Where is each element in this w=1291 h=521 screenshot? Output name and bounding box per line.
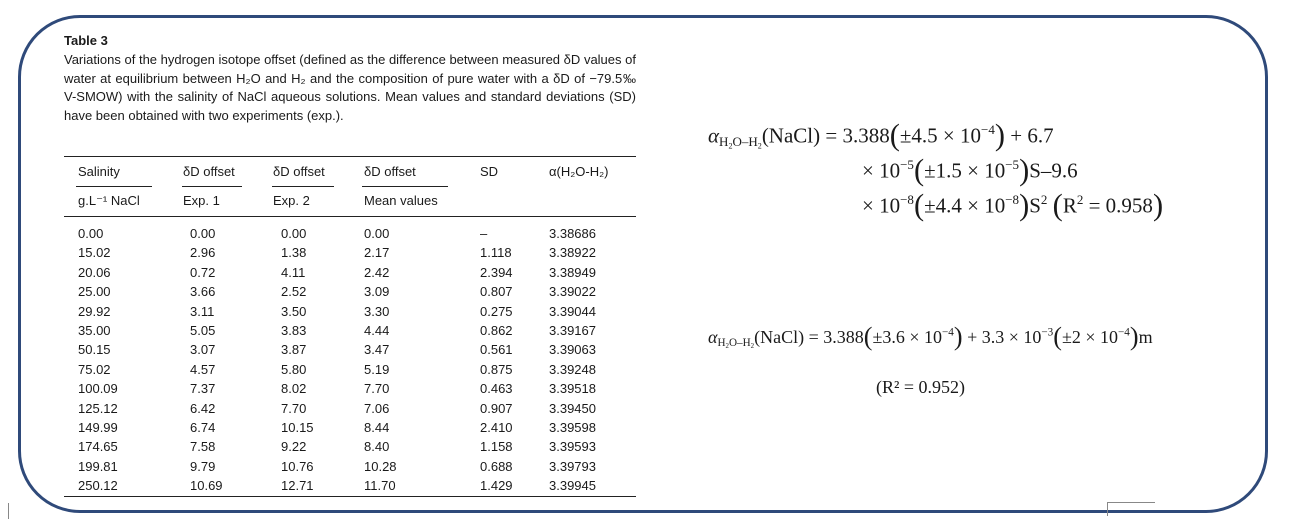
table-rule-top: [64, 156, 636, 157]
table-row: [0, 418, 640, 437]
table-cell: 10.28: [364, 458, 397, 474]
equation-1-line-1: $\alpha_{H_2O-H_2}(NaCl) = 3.388(\pm 4.5 \times 10^{-4}) + 6.7$: [708, 118, 1054, 152]
table-cell: 3.39793: [549, 458, 596, 474]
table-cell: 1.429: [480, 478, 513, 494]
table-cell: 10.15: [281, 419, 314, 435]
table-cell: 0.561: [480, 342, 513, 358]
table-cell: 7.37: [190, 381, 216, 397]
table-cell: 0.275: [480, 303, 513, 319]
table-cell: 3.11: [190, 303, 215, 319]
table-cell: 3.30: [364, 303, 390, 319]
table-cell: 25.00: [78, 284, 111, 300]
table-title: Table 3: [64, 33, 108, 48]
header-offset-exp1: δD offset: [183, 164, 235, 179]
table-cell: 1.118: [480, 245, 512, 261]
table-row: [0, 379, 640, 398]
table-cell: 1.38: [281, 245, 307, 261]
table-row: [0, 399, 640, 418]
table-cell: –: [480, 226, 488, 241]
table-cell: 3.39022: [549, 284, 596, 300]
corner-mark: [1107, 502, 1155, 503]
table-cell: 6.42: [190, 400, 216, 416]
table-cell: 2.17: [364, 245, 390, 261]
table-cell: 3.09: [364, 284, 390, 300]
table-cell: 199.81: [78, 458, 118, 474]
r-squared-2: (R² = 0.952): [876, 377, 966, 397]
table-cell: 3.47: [364, 342, 390, 358]
equation-1-line-2: × $10^{-5}(\pm 1.5 \times 10^{-5})S-9.6$: [862, 153, 1078, 187]
table-row: [0, 224, 640, 243]
header-sd: SD: [480, 164, 499, 179]
table-cell: 9.79: [190, 458, 216, 474]
table-cell: 0.688: [480, 458, 513, 474]
table-caption: Variations of the hydrogen isotope offset (defined as the difference between measured δD values of water at equilibrium between H₂O and H₂ and the composition of pure water with a δD of −79.5‰ V-SMOW) with the salinity of NaCl aqueous solutions. Mean values and standard deviations (SD) have been obtained with two experiments (exp.).: [64, 52, 636, 123]
table-cell: 5.05: [190, 322, 216, 338]
table-cell: 3.39167: [549, 322, 596, 338]
table-cell: 149.99: [78, 419, 118, 435]
header-exp2: Exp. 2: [273, 193, 310, 208]
table-cell: 125.12: [78, 400, 118, 416]
table-cell: 2.42: [364, 264, 390, 280]
table-row: [0, 476, 640, 495]
table-cell: 8.02: [281, 381, 307, 397]
table-cell: 0.463: [480, 381, 513, 397]
header-underline-salinity: [76, 186, 152, 187]
header-underline-exp2: [272, 186, 334, 187]
table-cell: 2.96: [190, 245, 216, 261]
corner-mark-vertical: [1107, 502, 1108, 516]
table-cell: 5.19: [364, 361, 390, 377]
table-rule-middle: [64, 216, 636, 217]
table-cell: 7.58: [190, 439, 216, 455]
table-cell: 3.39044: [549, 303, 596, 319]
table-cell: 5.80: [281, 361, 307, 377]
table-cell: 3.39248: [549, 361, 596, 377]
table-cell: 100.09: [78, 381, 118, 397]
header-offset-exp2: δD offset: [273, 164, 325, 179]
table-cell: 7.06: [364, 400, 390, 416]
table-cell: 35.00: [78, 322, 111, 338]
table-cell: 7.70: [364, 381, 390, 397]
table-row: [0, 437, 640, 456]
table-cell: 3.07: [190, 342, 216, 358]
header-exp1: Exp. 1: [183, 193, 220, 208]
table-row: [0, 282, 640, 301]
table-cell: 0.00: [190, 226, 216, 241]
table-cell: 9.22: [281, 439, 307, 455]
table-cell: 4.11: [281, 264, 306, 280]
table-cell: 3.39450: [549, 400, 596, 416]
table-cell: 2.52: [281, 284, 307, 300]
table-cell: 75.02: [78, 361, 111, 377]
table-cell: 2.394: [480, 264, 513, 280]
table-cell: 29.92: [78, 303, 111, 319]
table-cell: 8.44: [364, 419, 390, 435]
table-row: [0, 243, 640, 262]
equation-1-line-3: × $10^{-8}(\pm 4.4 \times 10^{-8})S^2$ $(R^2 = 0.958)$: [862, 188, 1164, 222]
header-salinity: Salinity: [78, 164, 120, 179]
table-cell: 0.862: [480, 322, 513, 338]
table-row: [0, 457, 640, 476]
table-cell: 3.38922: [549, 245, 596, 261]
table-row: [0, 340, 640, 359]
table-cell: 0.875: [480, 361, 513, 377]
table-cell: 6.74: [190, 419, 216, 435]
table-row: [0, 302, 640, 321]
table-cell: 11.70: [364, 478, 396, 494]
table-rule-bottom: [64, 496, 636, 497]
table-cell: 3.87: [281, 342, 307, 358]
table-cell: 3.39518: [549, 381, 596, 397]
table-cell: 0.907: [480, 400, 513, 416]
table-cell: 3.50: [281, 303, 307, 319]
table-cell: 50.15: [78, 342, 111, 358]
table-cell: 8.40: [364, 439, 390, 455]
table-cell: 15.02: [78, 245, 111, 261]
table-caption-block: [64, 33, 636, 125]
header-underline-mean: [362, 186, 448, 187]
table-cell: 3.66: [190, 284, 216, 300]
table-row: [0, 263, 640, 282]
table-cell: 7.70: [281, 400, 307, 416]
table-cell: 10.69: [190, 478, 223, 494]
table-cell: 250.12: [78, 478, 118, 494]
table-cell: 3.38686: [549, 226, 596, 241]
table-cell: 3.39598: [549, 419, 596, 435]
table-cell: 3.83: [281, 322, 307, 338]
table-cell: 174.65: [78, 439, 118, 455]
table-cell: 0.72: [190, 264, 216, 280]
table-cell: 4.44: [364, 322, 390, 338]
table-row: [0, 321, 640, 340]
table-body: [0, 224, 640, 495]
table-cell: 4.57: [190, 361, 216, 377]
table-cell: 0.807: [480, 284, 513, 300]
table-cell: 3.39593: [549, 439, 596, 455]
table-row: [0, 360, 640, 379]
header-mean-values: Mean values: [364, 193, 438, 208]
table-cell: 12.71: [281, 478, 314, 494]
header-unit: g.L⁻¹ NaCl: [78, 193, 140, 208]
table-cell: 1.158: [480, 439, 513, 455]
table-cell: 0.00: [281, 226, 307, 241]
header-offset-mean: δD offset: [364, 164, 416, 179]
table-cell: 2.410: [480, 419, 513, 435]
table-cell: 3.39063: [549, 342, 596, 358]
table-cell: 0.00: [364, 226, 390, 241]
table-cell: 10.76: [281, 458, 314, 474]
table-cell: 3.39945: [549, 478, 596, 494]
edge-mark: [8, 503, 9, 519]
header-underline-exp1: [182, 186, 242, 187]
table-cell: 0.00: [78, 226, 104, 241]
table-cell: 3.38949: [549, 264, 596, 280]
equation-2: $\alpha_{H_2O-H_2}(NaCl) = 3.388(\pm 3.6 \times 10^{-4}) + 3.3 \times 10^{-3}(\pm 2 \times 10^{-4})m$: [708, 322, 1153, 351]
header-alpha: α(H₂O-H₂): [549, 164, 609, 179]
table-cell: 20.06: [78, 264, 111, 280]
